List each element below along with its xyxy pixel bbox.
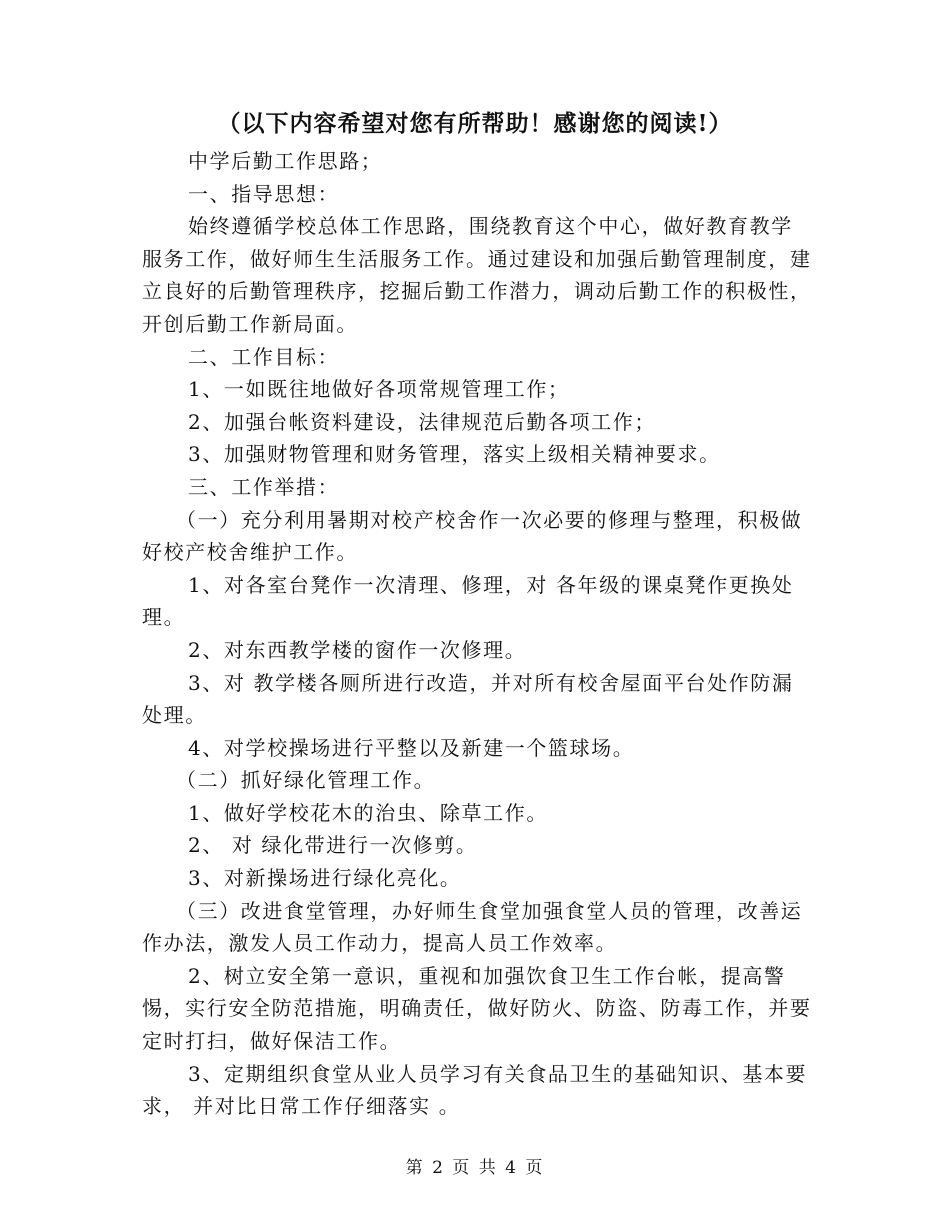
list-item: 4、对学校操场进行平整以及新建一个篮球场。 <box>188 735 635 760</box>
section-heading: 三、工作举措： <box>188 474 340 499</box>
page-number: 第 2 页 共 4 页 <box>405 1158 545 1178</box>
document-body <box>142 145 812 1123</box>
section-heading: 二、工作目标： <box>188 344 340 369</box>
list-item: 3、对新操场进行绿化亮化。 <box>188 866 462 891</box>
subsection-paragraph: （一）充分利用暑期对校产校舍作一次必要的修理与整理，积极做好校产校舍维护工作。 <box>142 507 803 565</box>
list-item: 2、对东西教学楼的窗作一次修理。 <box>188 637 527 662</box>
list-item: 2、 对 绿化带进行一次修剪。 <box>188 833 478 858</box>
paragraph: 始终遵循学校总体工作思路，围绕教育这个中心，做好教育教学服务工作，做好师生生活服务工作。通过建设和加强后勤管理制度，建立良好的后勤管理秩序，挖掘后勤工作潜力，调动后勤工作的积极性，开创后勤工作新局面。 <box>142 214 812 336</box>
list-item: 1、一如既往地做好各项常规管理工作； <box>188 377 570 402</box>
list-item: 1、做好学校花木的治虫、除草工作。 <box>188 800 548 825</box>
list-item: 3、加强财物管理和财务管理，落实上级相关精神要求。 <box>188 442 721 467</box>
section-heading: 一、指导思想： <box>188 181 340 206</box>
list-item: 1、对各室台凳作一次清理、修理，对 各年级的课桌凳作更换处理。 <box>142 572 794 630</box>
banner-text: （以下内容希望对您有所帮助！感谢您的阅读!） <box>217 110 733 137</box>
doc-title: 中学后勤工作思路； <box>188 149 383 173</box>
subsection-heading: （二）抓好绿化管理工作。 <box>176 768 436 793</box>
list-item: 3、定期组织食堂从业人员学习有关食品卫生的基础知识、基本要求， 并对比日常工作仔细落实 。 <box>142 1061 808 1119</box>
list-item: 2、树立安全第一意识，重视和加强饮食卫生工作台帐，提高警惕，实行安全防范措施，明确责任，做好防火、防盗、防毒工作，并要定时打扫，做好保洁工作。 <box>142 963 812 1054</box>
subsection-paragraph: （三）改进食堂管理，办好师生食堂加强食堂人员的管理，改善运作办法，激发人员工作动力，提高人员工作效率。 <box>142 898 803 956</box>
list-item: 2、加强台帐资料建设，法律规范后勤各项工作； <box>188 409 656 434</box>
list-item: 3、对 教学楼各厕所进行改造，并对所有校舍屋面平台处作防漏处理。 <box>142 670 794 728</box>
